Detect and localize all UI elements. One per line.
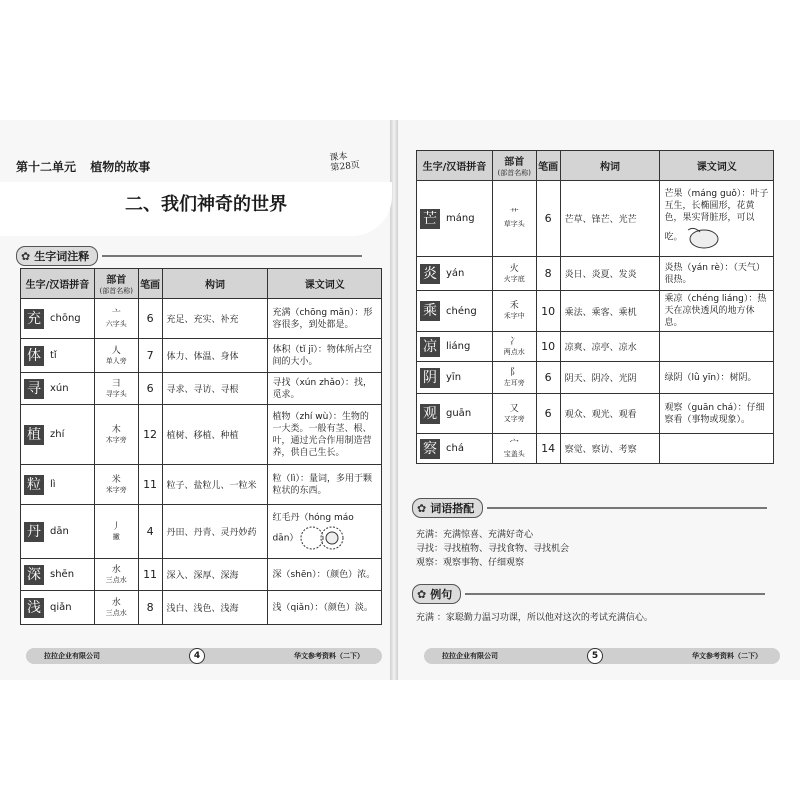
radical-glyph: 人 — [111, 345, 121, 356]
radical-glyph: 冫 — [509, 336, 519, 347]
table-row — [21, 559, 382, 591]
collocation-item: 充满：充满惊喜、充满好奇心 — [416, 530, 534, 540]
radical-name: 单人旁 — [105, 356, 127, 365]
char-pinyin: tǐ — [50, 350, 57, 361]
char-glyph: 芒 — [420, 209, 440, 229]
char-glyph: 观 — [420, 404, 440, 424]
radical-glyph: 亠 — [111, 308, 121, 319]
radical-cell — [94, 505, 138, 559]
unit-number: 第十二单元 — [16, 160, 77, 174]
char-glyph: 乘 — [420, 301, 440, 321]
word-list: 凉爽、凉亭、凉水 — [560, 332, 660, 362]
char-pinyin: yīn — [446, 372, 462, 383]
word-list: 体力、体温、身体 — [162, 339, 268, 373]
char-glyph: 寻 — [24, 379, 44, 399]
header-words: 构词 — [162, 269, 268, 299]
radical-name: 火字底 — [503, 274, 525, 283]
meaning-text: 深（shēn）：（颜色）浓。 — [272, 569, 376, 580]
word-list: 芒草、锋芒、光芒 — [560, 181, 660, 257]
radical-name: 禾字中 — [503, 312, 525, 320]
word-list: 乘法、乘客、乘机 — [560, 291, 660, 332]
char-glyph: 察 — [420, 439, 440, 459]
vocab-section-label: 生字词注释 — [34, 250, 90, 263]
table-row — [21, 505, 382, 559]
table-row — [21, 405, 382, 465]
radical-name: 寻字头 — [105, 389, 127, 398]
lesson-title: 二、我们神奇的世界 — [125, 194, 287, 215]
char-cell — [21, 559, 95, 591]
meaning-text: 粒（lì）：量词，多用于颗粒状的东西。 — [272, 473, 372, 496]
word-list: 观众、观光、观看 — [560, 394, 660, 434]
char-glyph: 浅 — [24, 598, 44, 618]
meaning-text: 浅（qiǎn）：（颜色）淡。 — [272, 602, 373, 613]
char-glyph: 体 — [24, 346, 44, 366]
collocation-item: 观察：观察事物、仔细观察 — [416, 558, 525, 568]
radical-name: 三点水 — [105, 608, 127, 617]
meaning-text: 绿阴（lǜ yīn）：树阴。 — [664, 372, 757, 383]
table-header-row — [21, 269, 382, 299]
char-pinyin: qiǎn — [50, 602, 72, 613]
radical-glyph: 米 — [111, 474, 121, 485]
meaning-cell — [268, 339, 382, 373]
char-pinyin: zhí — [50, 429, 65, 440]
stroke-count: 10 — [536, 291, 560, 332]
section-divider — [102, 255, 362, 257]
vocab-table-left — [20, 268, 382, 625]
left-page-content — [0, 120, 392, 680]
char-glyph: 粒 — [24, 475, 44, 495]
collocation-item: 寻找：寻找植物、寻找食物、寻找机会 — [416, 544, 570, 554]
header-words: 构词 — [560, 151, 660, 181]
radical-name: 米字旁 — [105, 485, 127, 494]
radical-glyph: 木 — [111, 424, 121, 435]
radical-name: 撇 — [112, 532, 120, 541]
table-row — [21, 465, 382, 505]
book-title: 华文参考资料（二下） — [294, 652, 364, 660]
radical-name: 六字头 — [105, 319, 127, 328]
radical-glyph: 艹 — [509, 208, 519, 219]
radical-glyph: 宀 — [509, 438, 519, 449]
table-row — [21, 591, 382, 625]
stroke-count: 4 — [138, 505, 162, 559]
meaning-text: 芒果（máng guǒ）：叶子互生，长椭圆形，花黄色，果实肾脏形，可以吃。 — [664, 188, 769, 242]
stroke-count: 7 — [138, 339, 162, 373]
word-list: 充足、充实、补充 — [162, 299, 268, 339]
page-number: 5 — [587, 648, 603, 664]
radical-cell — [94, 339, 138, 373]
lesson-title-banner — [0, 182, 392, 236]
meaning-cell — [268, 465, 382, 505]
flower-icon: ✿ — [21, 249, 31, 263]
word-list: 深入、深厚、深海 — [162, 559, 268, 591]
radical-cell — [94, 465, 138, 505]
stroke-count: 6 — [536, 362, 560, 394]
char-cell — [21, 591, 95, 625]
radical-glyph: 阝 — [509, 367, 519, 378]
table-row — [21, 373, 382, 405]
meaning-text: 体积（tǐ jī）：物体所占空间的大小。 — [272, 344, 372, 367]
radical-name: 木字旁 — [105, 435, 127, 444]
vocab-section-pill — [16, 246, 98, 266]
radical-name: 又字旁 — [503, 414, 525, 423]
page-ref-label: 课本 — [329, 151, 348, 164]
publisher-name: 拉拉企业有限公司 — [442, 652, 498, 660]
textbook-page-ref — [329, 151, 360, 174]
radical-glyph: 彐 — [111, 378, 121, 389]
word-list: 浅白、浅色、浅海 — [162, 591, 268, 625]
char-pinyin: xún — [50, 383, 69, 394]
stroke-count: 12 — [138, 405, 162, 465]
meaning-cell — [268, 299, 382, 339]
char-cell — [21, 299, 95, 339]
header-radical — [94, 269, 138, 299]
radical-cell — [94, 559, 138, 591]
word-list: 粒子、盐粒儿、一粒米 — [162, 465, 268, 505]
meaning-cell — [268, 591, 382, 625]
char-cell — [21, 339, 95, 373]
char-glyph: 深 — [24, 565, 44, 585]
word-list: 植树、移植、种植 — [162, 405, 268, 465]
word-list: 丹田、丹青、灵丹妙药 — [162, 505, 268, 559]
char-glyph: 凉 — [420, 337, 440, 357]
page-ref-number: 第28页 — [330, 160, 361, 174]
page-number: 4 — [189, 648, 205, 664]
meaning-text: 寻找（xún zhǎo）：找，觅求。 — [272, 377, 373, 400]
char-pinyin: lì — [50, 479, 56, 490]
meaning-cell — [268, 373, 382, 405]
table-row — [21, 299, 382, 339]
radical-glyph: 丿 — [111, 521, 121, 532]
word-list: 阴天、阴冷、光阴 — [560, 362, 660, 394]
radical-name: 宝盖头 — [503, 449, 525, 458]
rambutan-icon — [298, 524, 346, 552]
stroke-count: 6 — [138, 373, 162, 405]
radical-cell — [94, 299, 138, 339]
meaning-text: 充满（chōng mǎn）：形容很多，到处都是。 — [272, 307, 373, 330]
publisher-name: 拉拉企业有限公司 — [44, 652, 100, 660]
stroke-count: 6 — [536, 181, 560, 257]
header-radical-label: 部首 — [504, 157, 525, 168]
char-pinyin: máng — [446, 213, 475, 224]
header-meaning: 课文词义 — [268, 269, 382, 299]
char-glyph: 充 — [24, 309, 44, 329]
header-strokes: 笔画 — [138, 269, 162, 299]
char-pinyin: guān — [446, 408, 472, 419]
meaning-cell — [268, 405, 382, 465]
char-glyph: 阴 — [420, 368, 440, 388]
radical-glyph: 又 — [509, 403, 519, 414]
meaning-text: 植物（zhí wù）：生物的一大类。一般有茎、根、叶，通过光合作用制造营养，供自己生长。 — [272, 411, 372, 458]
char-pinyin: shēn — [50, 569, 75, 580]
meaning-cell — [268, 505, 382, 559]
unit-subtitle: 植物的故事 — [90, 160, 151, 174]
table-row — [21, 339, 382, 373]
radical-name: 草字头 — [503, 219, 525, 228]
stroke-count: 11 — [138, 465, 162, 505]
char-pinyin: liáng — [446, 341, 471, 352]
flower-icon: ✿ — [417, 501, 427, 515]
left-footer — [26, 648, 382, 664]
header-radical-label: 部首 — [106, 275, 127, 286]
header-meaning: 课文词义 — [660, 151, 774, 181]
radical-glyph: 火 — [509, 263, 519, 274]
stroke-count: 10 — [536, 332, 560, 362]
flower-icon: ✿ — [417, 587, 427, 601]
stroke-count: 14 — [536, 434, 560, 464]
header-char: 生字/汉语拼音 — [21, 269, 95, 299]
header-strokes: 笔画 — [536, 151, 560, 181]
char-cell — [21, 405, 95, 465]
meaning-text: 红毛丹（hóng máo dān） — [272, 512, 354, 543]
char-glyph: 丹 — [24, 522, 44, 542]
word-list: 察觉、察访、考察 — [560, 434, 660, 464]
radical-cell — [94, 591, 138, 625]
char-glyph: 植 — [24, 425, 44, 445]
stroke-count: 8 — [536, 257, 560, 291]
char-glyph: 炎 — [420, 264, 440, 284]
meaning-text: 乘凉（chéng liáng）：热天在凉快透风的地方休息。 — [664, 294, 767, 328]
radical-glyph: 水 — [111, 564, 121, 575]
char-pinyin: chéng — [446, 305, 477, 317]
book-title: 华文参考资料（二下） — [692, 652, 762, 660]
stroke-count: 8 — [138, 591, 162, 625]
char-pinyin: dān — [50, 526, 69, 537]
meaning-text: 炎热（yán rè）：（天气）很热。 — [664, 262, 765, 285]
char-pinyin: yán — [446, 268, 465, 279]
meaning-text: 观察（guān chá）：仔细察看（事物或现象）。 — [664, 402, 765, 425]
word-list: 寻求、寻访、寻根 — [162, 373, 268, 405]
char-pinyin: chōng — [50, 313, 81, 324]
radical-cell — [94, 373, 138, 405]
char-pinyin: chá — [446, 443, 464, 454]
word-list: 炎日、炎夏、发炎 — [560, 257, 660, 291]
radical-glyph: 禾 — [509, 301, 519, 311]
radical-cell — [94, 405, 138, 465]
radical-glyph: 水 — [111, 597, 121, 608]
meaning-cell — [268, 559, 382, 591]
stroke-count: 6 — [138, 299, 162, 339]
header-radical-sub: (部首名称) — [497, 169, 532, 177]
header-radical-sub: (部首名称) — [99, 287, 133, 295]
example-sentence: 充满 ：家聪勤力温习功课，所以他对这次的考试充满信心。 — [416, 613, 653, 623]
char-cell — [21, 505, 95, 559]
char-cell — [21, 373, 95, 405]
radical-name: 两点水 — [503, 347, 525, 356]
header-char: 生字/汉语拼音 — [417, 151, 493, 181]
example-label: 例句 — [430, 588, 453, 601]
stroke-count: 6 — [536, 394, 560, 434]
char-cell — [21, 465, 95, 505]
vocab-section-header — [16, 246, 362, 266]
right-page — [396, 120, 800, 680]
stroke-count: 11 — [138, 559, 162, 591]
radical-name: 左耳旁 — [503, 378, 525, 387]
collocation-label: 词语搭配 — [430, 502, 475, 515]
radical-name: 三点水 — [105, 575, 127, 584]
unit-title — [16, 158, 160, 175]
